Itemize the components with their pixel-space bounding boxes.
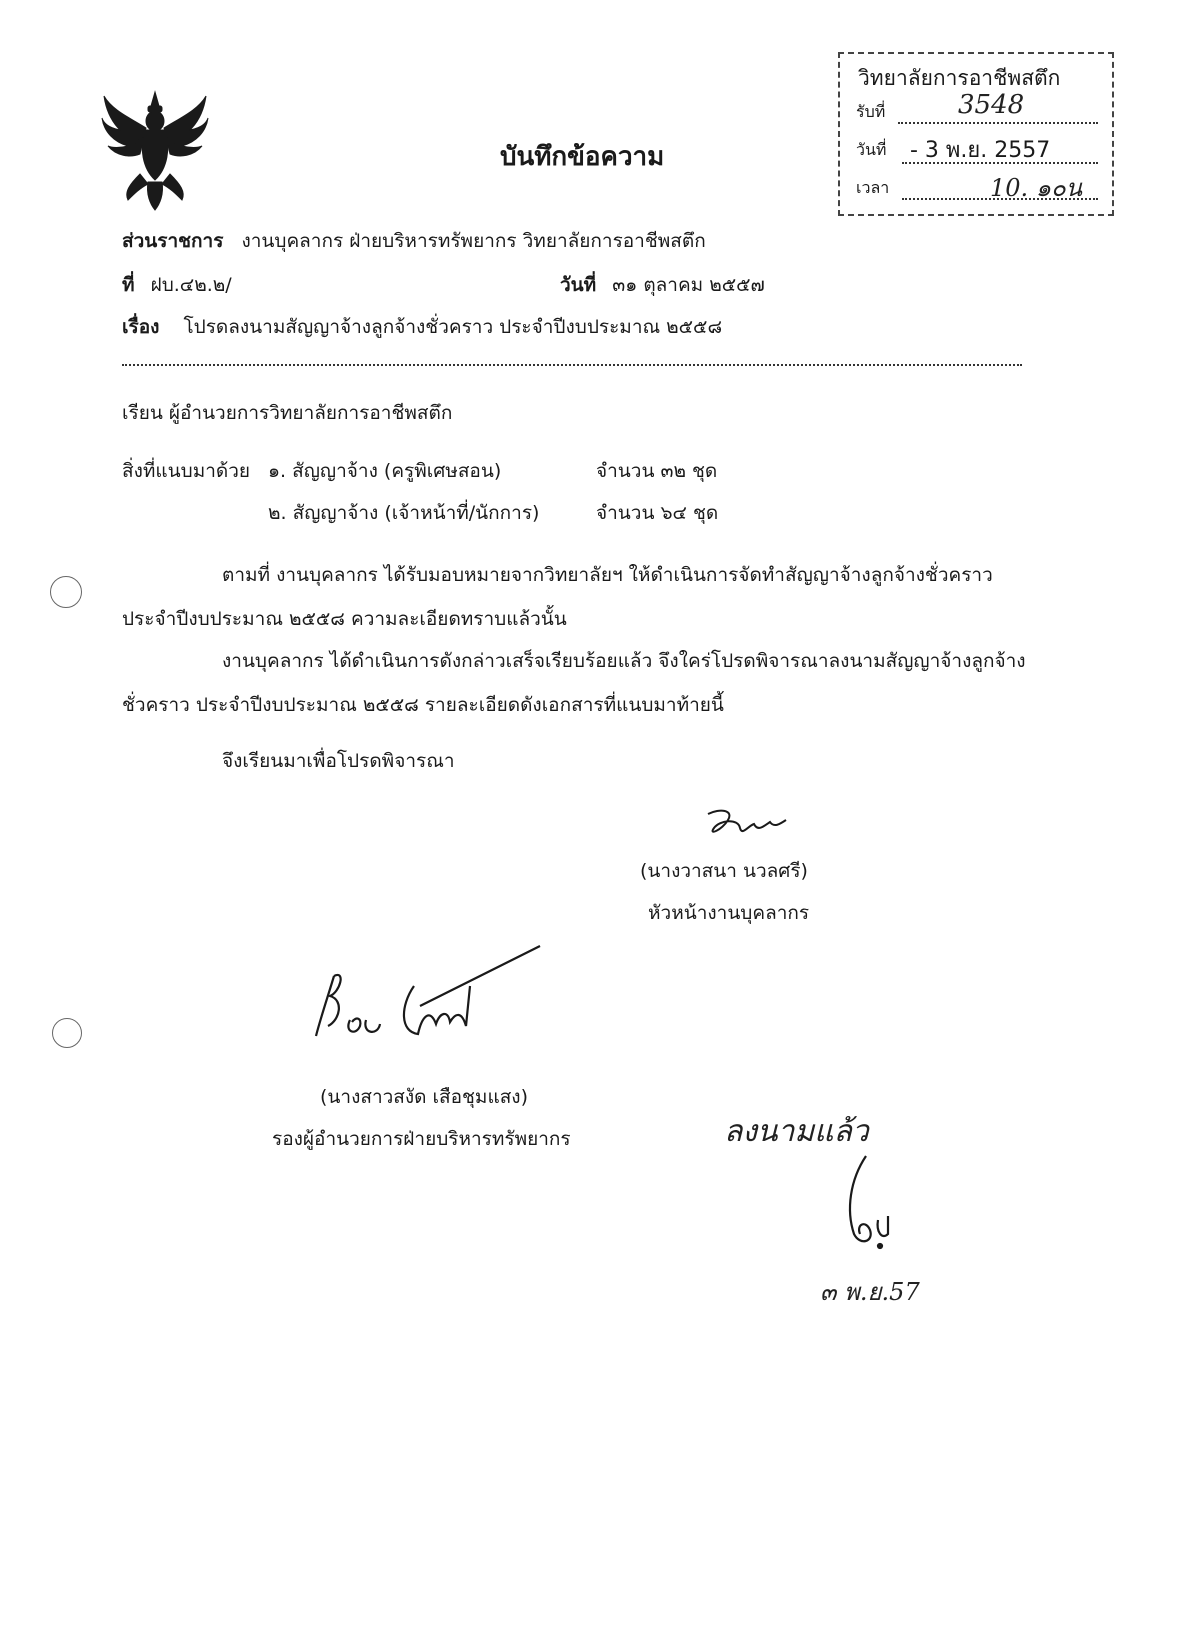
- ref-line: [122, 270, 232, 300]
- stamp-time-value: 10. ๑๐น: [990, 174, 1083, 202]
- stamp-org: วิทยาลัยการอาชีพสตึก: [858, 66, 1061, 90]
- paragraph-1-line-1: ตามที่ งานบุคลากร ได้รับมอบหมายจากวิทยาลัยฯ ให้ดำเนินการจัดทำสัญญาจ้างลูกจ้างชั่วคราว: [222, 564, 993, 586]
- attachment-qty-1: จำนวน ๓๒ ชุด: [596, 460, 718, 482]
- attachments-label: สิ่งที่แนบมาด้วย: [122, 460, 251, 482]
- attachment-qty-2: จำนวน ๖๔ ชุด: [596, 502, 719, 524]
- date-value: ๓๑ ตุลาคม ๒๕๕๗: [612, 274, 765, 296]
- closing-line: จึงเรียนมาเพื่อโปรดพิจารณา: [222, 750, 455, 772]
- director-signature-icon: [830, 1150, 920, 1260]
- paragraph-1-line-2: ประจำปีงบประมาณ ๒๕๕๘ ความละเอียดทราบแล้วนั้น: [122, 608, 567, 630]
- ref-label: ที่: [122, 274, 135, 296]
- agency-line: [122, 226, 706, 256]
- ref-value: ฝบ.๔๒.๒/: [150, 274, 232, 296]
- stamp-time-label: เวลา: [856, 178, 890, 197]
- salutation: เรียน ผู้อำนวยการวิทยาลัยการอาชีพสตึก: [122, 402, 453, 424]
- date-label: วันที่: [560, 274, 597, 296]
- date-line: [560, 270, 765, 300]
- header-divider: [122, 364, 1022, 366]
- attachment-item-1: ๑. สัญญาจ้าง (ครูพิเศษสอน): [268, 460, 502, 482]
- attachment-item-2: ๒. สัญญาจ้าง (เจ้าหน้าที่/นักการ): [268, 502, 540, 524]
- garuda-emblem-icon: [100, 88, 210, 213]
- paragraph-2-line-2: ชั่วคราว ประจำปีงบประมาณ ๒๕๕๘ รายละเอียดดังเอกสารที่แนบมาท้ายนี้: [122, 694, 724, 716]
- page-title: บันทึกข้อความ: [500, 142, 665, 172]
- receiving-stamp: [838, 52, 1114, 216]
- signer-2-position: รองผู้อำนวยการฝ่ายบริหารทรัพยากร: [272, 1128, 571, 1150]
- signer-1-name: (นางวาสนา นวลศรี): [640, 860, 808, 882]
- punch-hole-top: [50, 576, 82, 608]
- subject-line: [122, 312, 722, 342]
- director-note: ลงนามแล้ว: [724, 1114, 869, 1149]
- signature-1-icon: [700, 806, 790, 846]
- subject-label: เรื่อง: [122, 316, 160, 338]
- signature-2-icon: [300, 936, 550, 1046]
- stamp-recv-label: รับที่: [856, 102, 886, 121]
- punch-hole-bottom: [52, 1018, 82, 1048]
- signer-2-name: (นางสาวสงัด เสือชุมแสง): [320, 1086, 528, 1108]
- director-note-date: ๓ พ.ย.57: [820, 1278, 920, 1306]
- stamp-date-label: วันที่: [856, 140, 887, 159]
- stamp-date-value: - 3 พ.ย. 2557: [910, 138, 1051, 163]
- subject-value: โปรดลงนามสัญญาจ้างลูกจ้างชั่วคราว ประจำปีงบประมาณ ๒๕๕๘: [183, 316, 723, 338]
- agency-value: งานบุคลากร ฝ่ายบริหารทรัพยากร วิทยาลัยการอาชีพสตึก: [241, 230, 706, 252]
- stamp-recv-no: 3548: [958, 90, 1025, 120]
- agency-label: ส่วนราชการ: [122, 230, 224, 252]
- signer-1-position: หัวหน้างานบุคลากร: [648, 902, 810, 924]
- paragraph-2-line-1: งานบุคลากร ได้ดำเนินการดังกล่าวเสร็จเรียบร้อยแล้ว จึงใคร่โปรดพิจารณาลงนามสัญญาจ้างลูกจ้าง: [222, 650, 1026, 672]
